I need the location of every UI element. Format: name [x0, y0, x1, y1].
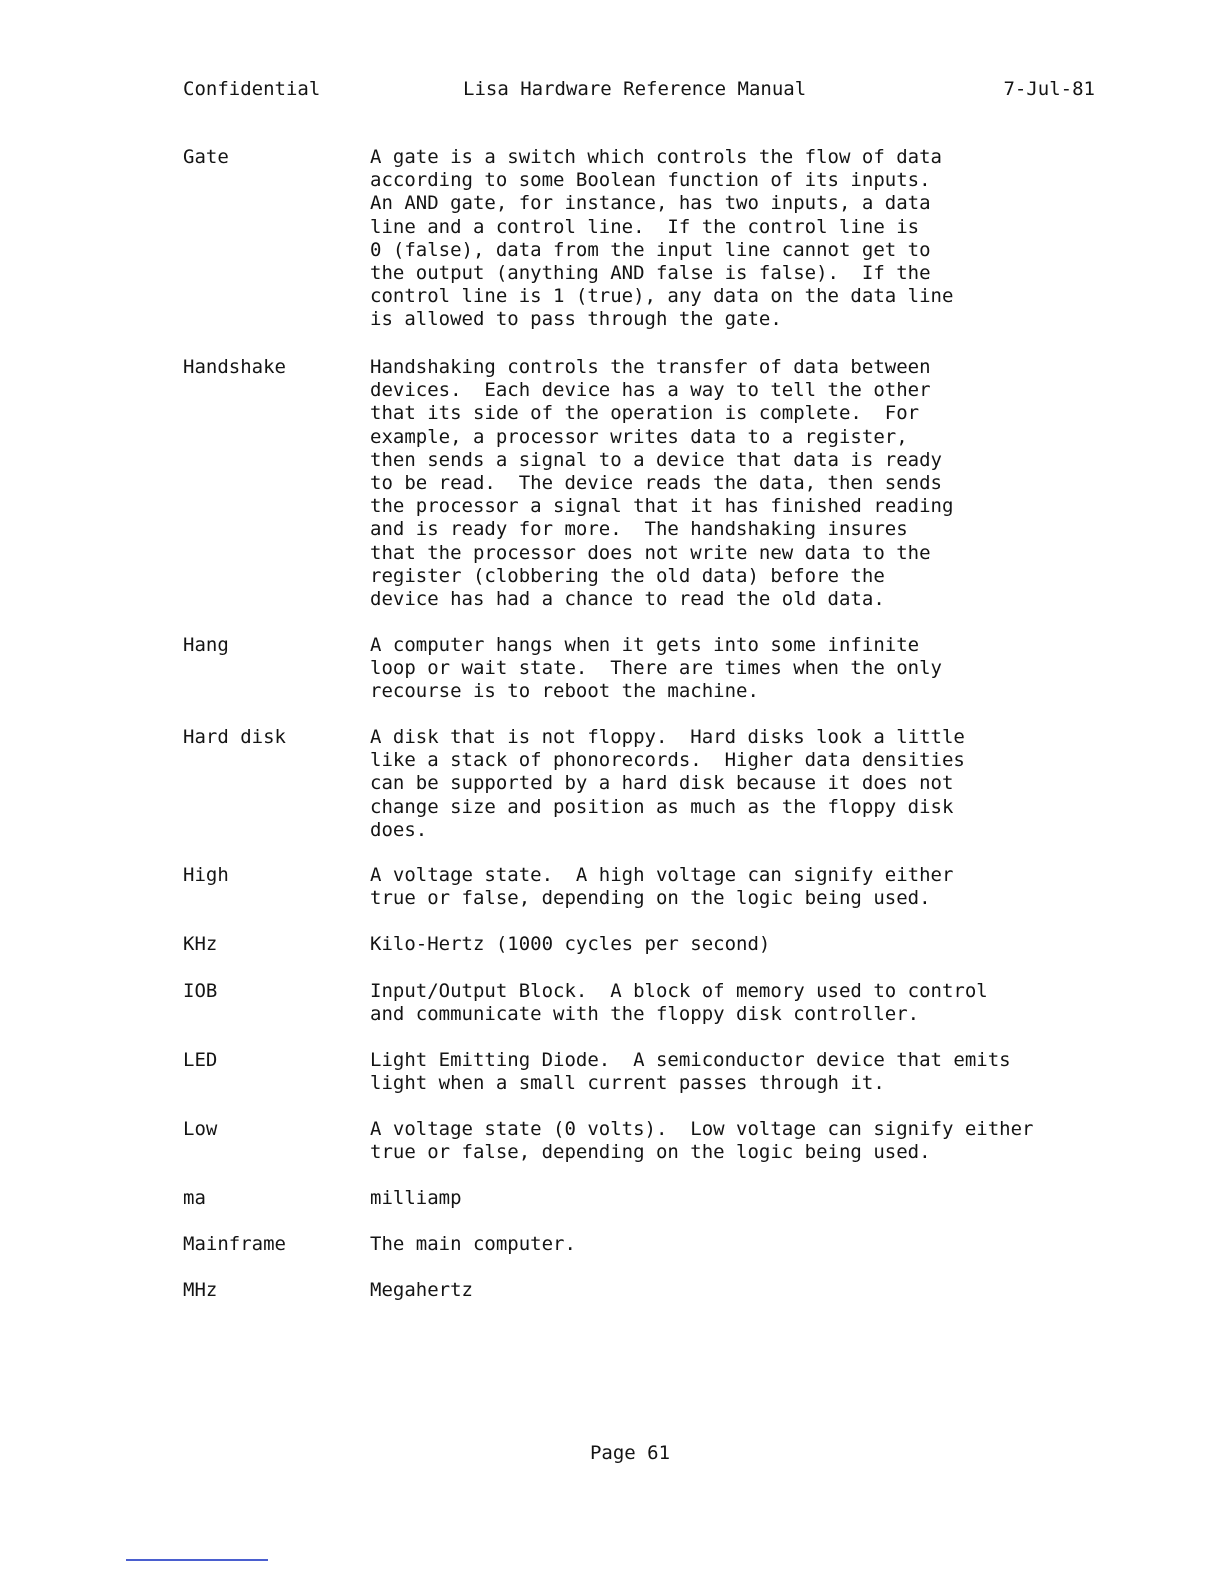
definition-line: true or false, depending on the logic being used. — [370, 887, 931, 910]
definition-line: A gate is a switch which controls the flow of data — [370, 146, 942, 168]
definition-line: true or false, depending on the logic being used. — [370, 1141, 931, 1164]
bottom-rule — [126, 1559, 268, 1561]
page-footer — [0, 1440, 1224, 1466]
glossary-term: Mainframe — [183, 1233, 286, 1255]
definition-line: An AND gate, for instance, has two inputs, a data — [370, 192, 931, 215]
definition-line: recourse is to reboot the machine. — [370, 680, 759, 703]
definition-line: is allowed to pass through the gate. — [370, 308, 782, 331]
page-header — [183, 76, 1095, 102]
definition-line: loop or wait state. There are times when the only — [370, 657, 942, 680]
definition-line: Kilo-Hertz (1000 cycles per second) — [370, 933, 771, 955]
definition-line: that its side of the operation is complete. For — [370, 402, 920, 425]
definition-line: to be read. The device reads the data, then sends — [370, 472, 942, 495]
glossary-definition — [370, 980, 1060, 1026]
definition-line: A voltage state. A high voltage can signify either — [370, 864, 954, 886]
glossary-term: IOB — [183, 980, 218, 1002]
page-number: Page 61 — [589, 1442, 671, 1464]
definition-line: and is ready for more. The handshaking insures — [370, 518, 908, 541]
glossary-term: LED — [183, 1049, 218, 1071]
glossary-term: Low — [183, 1118, 218, 1140]
definition-line: Input/Output Block. A block of memory used to control — [370, 980, 988, 1002]
definition-line: that the processor does not write new data to the — [370, 541, 931, 564]
definition-line: line and a control line. If the control line is — [370, 215, 920, 238]
glossary-definition — [370, 356, 1060, 611]
glossary-definition — [370, 1049, 1060, 1095]
glossary-definition — [370, 726, 1060, 842]
glossary-term: ma — [183, 1187, 206, 1209]
glossary-definition — [370, 1187, 1060, 1210]
definition-line: light when a small current passes through it. — [370, 1072, 885, 1095]
definition-line: Megahertz — [370, 1279, 473, 1301]
definition-line: A voltage state (0 volts). Low voltage can signify either — [370, 1118, 1034, 1140]
glossary-term: Hang — [183, 634, 229, 656]
definition-line: the processor a signal that it has finished reading — [370, 495, 954, 518]
definition-line: example, a processor writes data to a register, — [370, 425, 908, 448]
definition-line: device has had a chance to read the old data. — [370, 588, 885, 611]
definition-line: A computer hangs when it gets into some infinite — [370, 634, 920, 656]
definition-line: Light Emitting Diode. A semiconductor device that emits — [370, 1049, 1011, 1071]
definition-line: and communicate with the floppy disk controller. — [370, 1003, 920, 1026]
definition-line: milliamp — [370, 1187, 462, 1209]
document-date: 7-Jul-81 — [1003, 78, 1095, 100]
definition-line: the output (anything AND false is false). If the — [370, 262, 931, 285]
definition-line: devices. Each device has a way to tell the other — [370, 379, 931, 402]
glossary-term: MHz — [183, 1279, 218, 1301]
definition-line: Handshaking controls the transfer of data between — [370, 356, 931, 378]
glossary-definition — [370, 933, 1060, 956]
definition-line: then sends a signal to a device that data is ready — [370, 448, 942, 471]
confidential-label: Confidential — [183, 78, 321, 100]
glossary-definition — [370, 1279, 1060, 1302]
definition-line: can be supported by a hard disk because it does not — [370, 772, 954, 795]
definition-line: control line is 1 (true), any data on the data line — [370, 285, 954, 308]
glossary-definition — [370, 146, 1060, 332]
definition-line: A disk that is not floppy. Hard disks look a little — [370, 726, 965, 748]
definition-line: register (clobbering the old data) before the — [370, 564, 885, 587]
definition-line: change size and position as much as the floppy disk — [370, 795, 954, 818]
document-title: Lisa Hardware Reference Manual — [463, 78, 807, 100]
glossary-definition — [370, 1233, 1060, 1256]
glossary-term: Hard disk — [183, 726, 286, 748]
glossary-definition — [370, 1118, 1060, 1164]
definition-line: does. — [370, 818, 428, 841]
definition-line: according to some Boolean function of its inputs. — [370, 169, 931, 192]
definition-line: like a stack of phonorecords. Higher data densities — [370, 749, 965, 772]
glossary-term: High — [183, 864, 229, 886]
glossary-definition — [370, 634, 1060, 704]
glossary-term: Handshake — [183, 356, 286, 378]
definition-line: The main computer. — [370, 1233, 576, 1255]
glossary-term: Gate — [183, 146, 229, 168]
glossary-definition — [370, 864, 1060, 910]
glossary-term: KHz — [183, 933, 218, 955]
definition-line: 0 (false), data from the input line cannot get to — [370, 238, 931, 261]
